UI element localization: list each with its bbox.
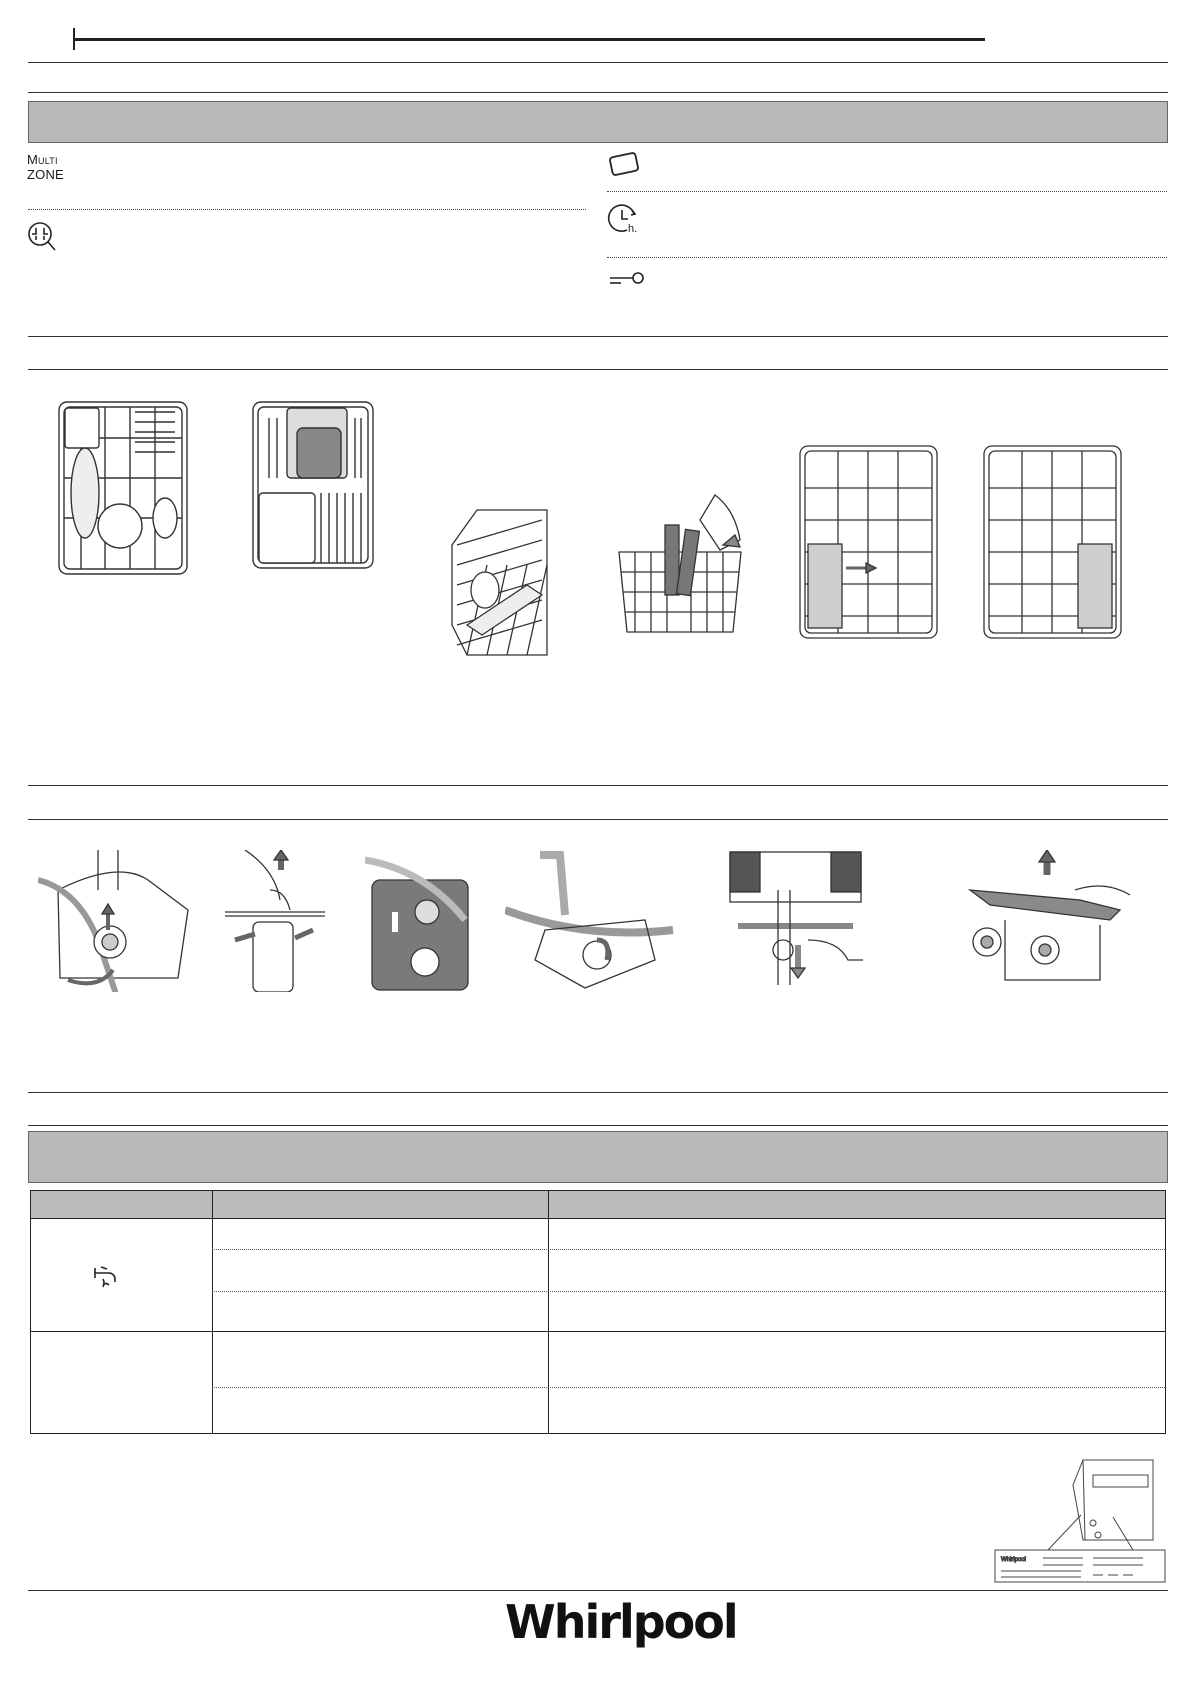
lower-rack-illustration-2 [249, 398, 377, 574]
multi-zone-label-line2: ZONE [27, 167, 64, 182]
cutlery-basket-illustration [615, 490, 745, 635]
upper-spray-arm-remove-illustration [728, 850, 863, 985]
header-rule [73, 38, 985, 41]
divider-top-2 [28, 92, 1168, 93]
table-header-row [31, 1191, 1165, 1219]
options-divider-left [28, 209, 586, 210]
footer-divider [28, 1590, 1168, 1591]
table-row-divider [212, 1249, 1165, 1250]
divider-loading-1 [28, 336, 1168, 337]
divider-trouble-1 [28, 1092, 1168, 1093]
key-lock-icon [607, 270, 645, 288]
water-tap-icon [91, 1263, 121, 1291]
table-column-separator-1 [212, 1191, 213, 1433]
lower-rack-illustration-1 [55, 398, 191, 580]
spray-arm-remove-illustration [38, 850, 190, 992]
rating-plate-illustration [993, 1455, 1168, 1583]
upper-rack-cutlery-right-illustration [980, 440, 1125, 643]
divider-top-1 [28, 62, 1168, 63]
rating-plate-brand: Whirlpool [1001, 1557, 1027, 1563]
troubleshooting-header-band [28, 1131, 1168, 1183]
options-header-band [28, 101, 1168, 143]
multi-zone-label-line1: Multi [27, 152, 58, 167]
divider-loading-2 [28, 369, 1168, 370]
spray-arm-nozzle-illustration [965, 850, 1135, 990]
divider-cleaning-1 [28, 785, 1168, 786]
divider-trouble-2 [28, 1125, 1168, 1126]
svg-text:h.: h. [628, 223, 638, 235]
options-divider-right-1 [607, 191, 1167, 192]
filter-remove-illustration [365, 850, 470, 992]
upper-rack-side-illustration [447, 505, 552, 657]
whirlpool-logo: Whirlpool [505, 1595, 737, 1649]
spray-arm-wash-illustration [505, 850, 675, 995]
delay-start-clock-icon [607, 202, 643, 236]
upper-rack-cutlery-left-illustration [796, 440, 941, 643]
multi-zone-icon [27, 152, 64, 182]
filter-pull-illustration [225, 850, 325, 992]
table-group-divider [31, 1331, 1165, 1332]
table-row-divider [212, 1387, 1165, 1388]
divider-cleaning-2 [28, 819, 1168, 820]
options-divider-right-2 [607, 257, 1167, 258]
table-column-separator-2 [548, 1191, 549, 1433]
tablet-icon [607, 152, 641, 178]
power-clean-icon [26, 220, 58, 252]
table-row-divider [212, 1291, 1165, 1292]
troubleshooting-table [30, 1190, 1166, 1434]
